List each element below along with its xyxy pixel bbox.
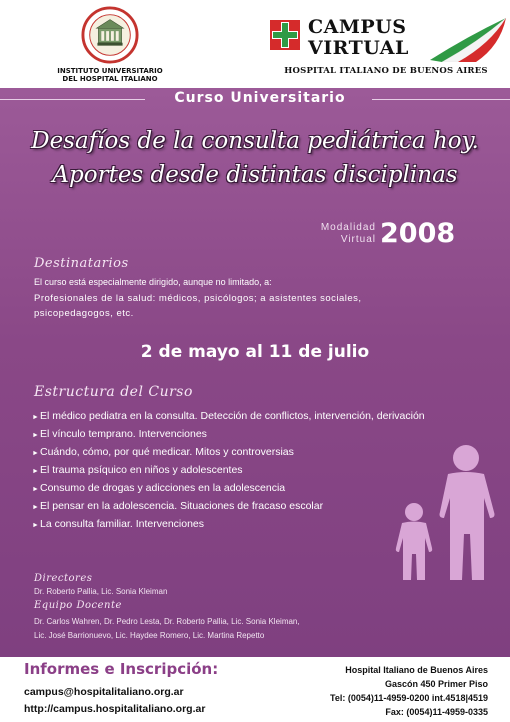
course-year: 2008 bbox=[380, 218, 456, 249]
address-line2: Gascón 450 Primer Piso bbox=[384, 679, 488, 689]
list-item-text: El pensar en la adolescencia. Situaciones de fracaso escolar bbox=[40, 500, 324, 512]
campus-word: CAMPUS bbox=[308, 16, 407, 38]
course-type-label: Curso Universitario bbox=[174, 90, 346, 106]
directores-names: Dr. Roberto Pallia, Lic. Sonia Kleiman bbox=[34, 587, 168, 596]
course-dates: 2 de mayo al 11 de julio bbox=[140, 342, 370, 362]
course-title-line1: Desafíos de la consulta pediátrica hoy. bbox=[31, 128, 479, 154]
adult-child-silhouette-icon bbox=[380, 442, 510, 580]
institution-name-line1: INSTITUTO UNIVERSITARIO bbox=[57, 67, 163, 75]
institution-logo bbox=[40, 6, 180, 83]
institution-name-line2: DEL HOSPITAL ITALIANO bbox=[62, 75, 158, 83]
destinatarios-heading: Destinatarios bbox=[34, 256, 129, 271]
divider-right bbox=[372, 99, 510, 100]
list-item-text: El vínculo temprano. Intervenciones bbox=[40, 428, 207, 440]
destinatarios-list-line2: psicopedagogos, etc. bbox=[34, 308, 134, 319]
equipo-heading: Equipo Docente bbox=[34, 600, 122, 611]
medical-cross-icon bbox=[270, 20, 300, 50]
bullet-arrow-icon: ► bbox=[32, 450, 39, 457]
equipo-line2: Lic. José Barrionuevo, Lic. Haydee Romero, Lic. Martina Repetto bbox=[34, 631, 265, 640]
modality-line1: Modalidad bbox=[320, 222, 376, 233]
phone-line: Tel: (0054)11-4959-0200 int.4518|4519 bbox=[330, 693, 488, 703]
equipo-line1: Dr. Carlos Wahren, Dr. Pedro Lesta, Dr. Roberto Pallia, Lic. Sonia Kleiman, bbox=[34, 617, 300, 626]
destinatarios-list-line1: Profesionales de la salud: médicos, psicólogos; a asistentes sociales, bbox=[34, 293, 362, 304]
directores-heading: Directores bbox=[34, 573, 93, 584]
destinatarios-intro: El curso está especialmente dirigido, aunque no limitado, a: bbox=[34, 277, 272, 287]
address-line1: Hospital Italiano de Buenos Aires bbox=[345, 665, 488, 675]
contact-email-link[interactable]: campus@hospitalitaliano.org.ar bbox=[24, 686, 184, 698]
list-item-text: Consumo de drogas y adicciones en la adolescencia bbox=[40, 482, 286, 494]
equipo-names bbox=[34, 615, 494, 643]
modality-line2: Virtual bbox=[340, 234, 376, 245]
list-item-text: El trauma psíquico en niños y adolescentes bbox=[40, 464, 243, 476]
virtual-word: VIRTUAL bbox=[308, 37, 409, 59]
italian-flag-swoosh-icon bbox=[428, 16, 508, 62]
bullet-arrow-icon: ► bbox=[32, 432, 39, 439]
bullet-arrow-icon: ► bbox=[32, 468, 39, 475]
list-item-text: El médico pediatra en la consulta. Detección de conflictos, intervención, derivación bbox=[40, 410, 425, 422]
modality-label bbox=[306, 222, 376, 246]
university-seal-icon bbox=[81, 6, 139, 64]
course-title-line2: Aportes desde distintas disciplinas bbox=[52, 162, 458, 188]
fax-line: Fax: (0054)11-4959-0335 bbox=[385, 707, 488, 717]
informes-title: Informes e Inscripción: bbox=[24, 660, 219, 678]
list-item-text: La consulta familiar. Intervenciones bbox=[40, 518, 205, 530]
destinatarios-list bbox=[34, 291, 484, 321]
divider-left bbox=[0, 99, 145, 100]
estructura-heading: Estructura del Curso bbox=[34, 384, 193, 400]
hospital-name: HOSPITAL ITALIANO DE BUENOS AIRES bbox=[284, 66, 488, 76]
hospital-address bbox=[330, 663, 488, 719]
list-item bbox=[32, 428, 452, 441]
campus-virtual-logo bbox=[268, 14, 508, 84]
website-link[interactable]: http://campus.hospitalitaliano.org.ar bbox=[24, 703, 206, 715]
bullet-arrow-icon: ► bbox=[32, 486, 39, 493]
list-item bbox=[32, 410, 452, 423]
bullet-arrow-icon: ► bbox=[32, 522, 39, 529]
bullet-arrow-icon: ► bbox=[32, 504, 39, 511]
bullet-arrow-icon: ► bbox=[32, 414, 39, 421]
list-item-text: Cuándo, cómo, por qué medicar. Mitos y controversias bbox=[40, 446, 294, 458]
